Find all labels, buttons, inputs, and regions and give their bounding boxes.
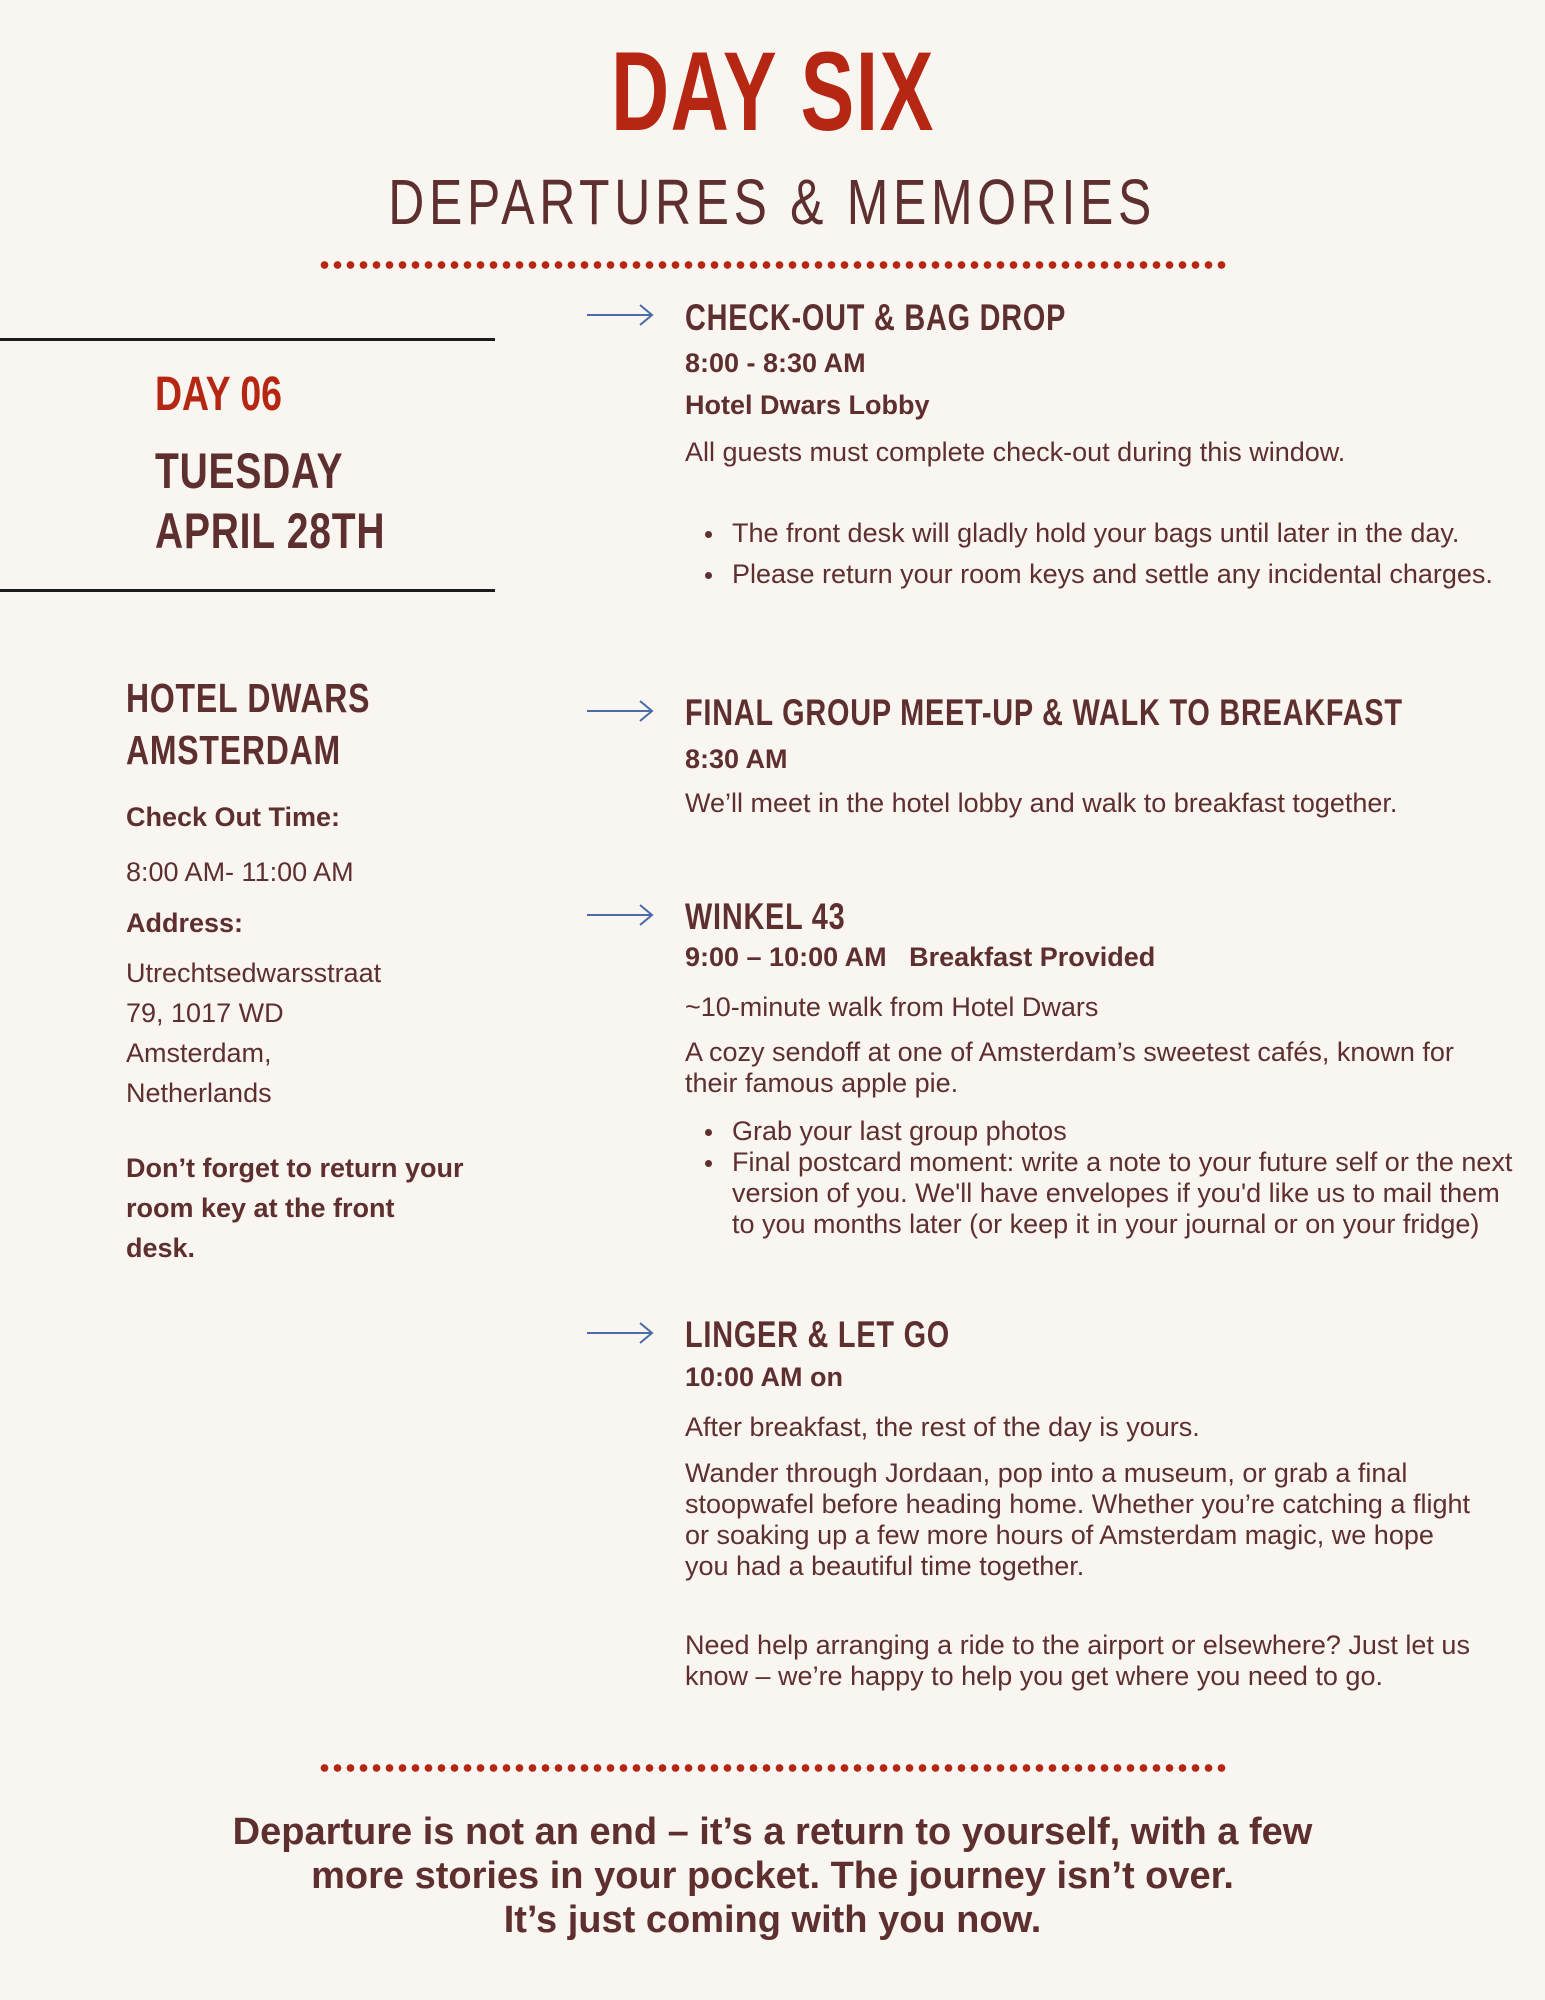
event-description: A cozy sendoff at one of Amsterdam’s sweetest cafés, known for their famous apple pie.	[685, 1037, 1454, 1098]
day-number: DAY 06	[155, 368, 282, 421]
list-item: The front desk will gladly hold your bags until later in the day.	[732, 514, 1522, 553]
list-item: Please return your room keys and settle any incidental charges.	[732, 555, 1522, 594]
event-description: We’ll meet in the hotel lobby and walk to breakfast together.	[685, 788, 1398, 818]
arrow-right-icon	[585, 903, 655, 927]
event-bullets	[685, 514, 1522, 596]
hotel-name: HOTEL DWARS AMSTERDAM	[126, 675, 371, 773]
event-paragraph: After breakfast, the rest of the day is yours.	[685, 1412, 1200, 1442]
event-title: LINGER & LET GO	[685, 1314, 951, 1355]
event-time: 8:30 AM	[685, 744, 788, 774]
list-item: Final postcard moment: write a note to your future self or the next version of you. We'll have envelopes if you'd like us to mail them to you months later (or keep it in your journal or on your fridge)	[732, 1147, 1522, 1240]
day-box	[0, 338, 495, 592]
checkout-label: Check Out Time:	[126, 802, 341, 832]
arrow-right-icon	[585, 699, 655, 723]
closing-quote: Departure is not an end – it’s a return to yourself, with a few more stories in your pocket. The journey isn’t over. It’s just coming with you now.	[232, 1811, 1313, 1941]
event-time: 10:00 AM on	[685, 1362, 844, 1392]
event-title: CHECK-OUT & BAG DROP	[685, 297, 1067, 338]
arrow-right-icon	[585, 303, 655, 327]
page-subtitle: DEPARTURES & MEMORIES	[388, 166, 1157, 238]
event-time: 9:00 – 10:00 AM Breakfast Provided	[685, 942, 1156, 972]
event-title: WINKEL 43	[685, 896, 846, 937]
address-label: Address:	[126, 908, 244, 938]
event-location: Hotel Dwars Lobby	[685, 390, 930, 420]
event-paragraph: Need help arranging a ride to the airport or elsewhere? Just let us know – we’re happy to help you get where you need to go.	[685, 1630, 1470, 1691]
event-bullets	[685, 1116, 1522, 1240]
list-item: Grab your last group photos	[732, 1116, 1522, 1147]
dotted-divider-bottom	[318, 1764, 1228, 1772]
event-time: 8:00 - 8:30 AM	[685, 348, 866, 378]
event-title: FINAL GROUP MEET-UP & WALK TO BREAKFAST	[685, 692, 1403, 733]
weekday: TUESDAY	[155, 443, 344, 499]
date: APRIL 28TH	[155, 503, 386, 559]
dotted-divider-top	[318, 261, 1228, 269]
page-title: DAY SIX	[610, 29, 935, 154]
arrow-right-icon	[585, 1321, 655, 1345]
event-note: Breakfast Provided	[909, 942, 1156, 972]
event-distance: ~10-minute walk from Hotel Dwars	[685, 992, 1099, 1022]
checkout-time: 8:00 AM- 11:00 AM	[126, 857, 354, 887]
event-description: All guests must complete check-out during this window.	[685, 437, 1346, 467]
event-paragraph: Wander through Jordaan, pop into a museum, or grab a final stoopwafel before heading home. Whether you’re catching a flight or soaking up a few more hours of Amsterdam magic, we hope you had a beautiful time together.	[685, 1458, 1470, 1581]
address: Utrechtsedwarsstraat 79, 1017 WD Amsterdam, Netherlands	[126, 958, 382, 1108]
reminder-note: Don’t forget to return your room key at the front desk.	[126, 1153, 464, 1263]
